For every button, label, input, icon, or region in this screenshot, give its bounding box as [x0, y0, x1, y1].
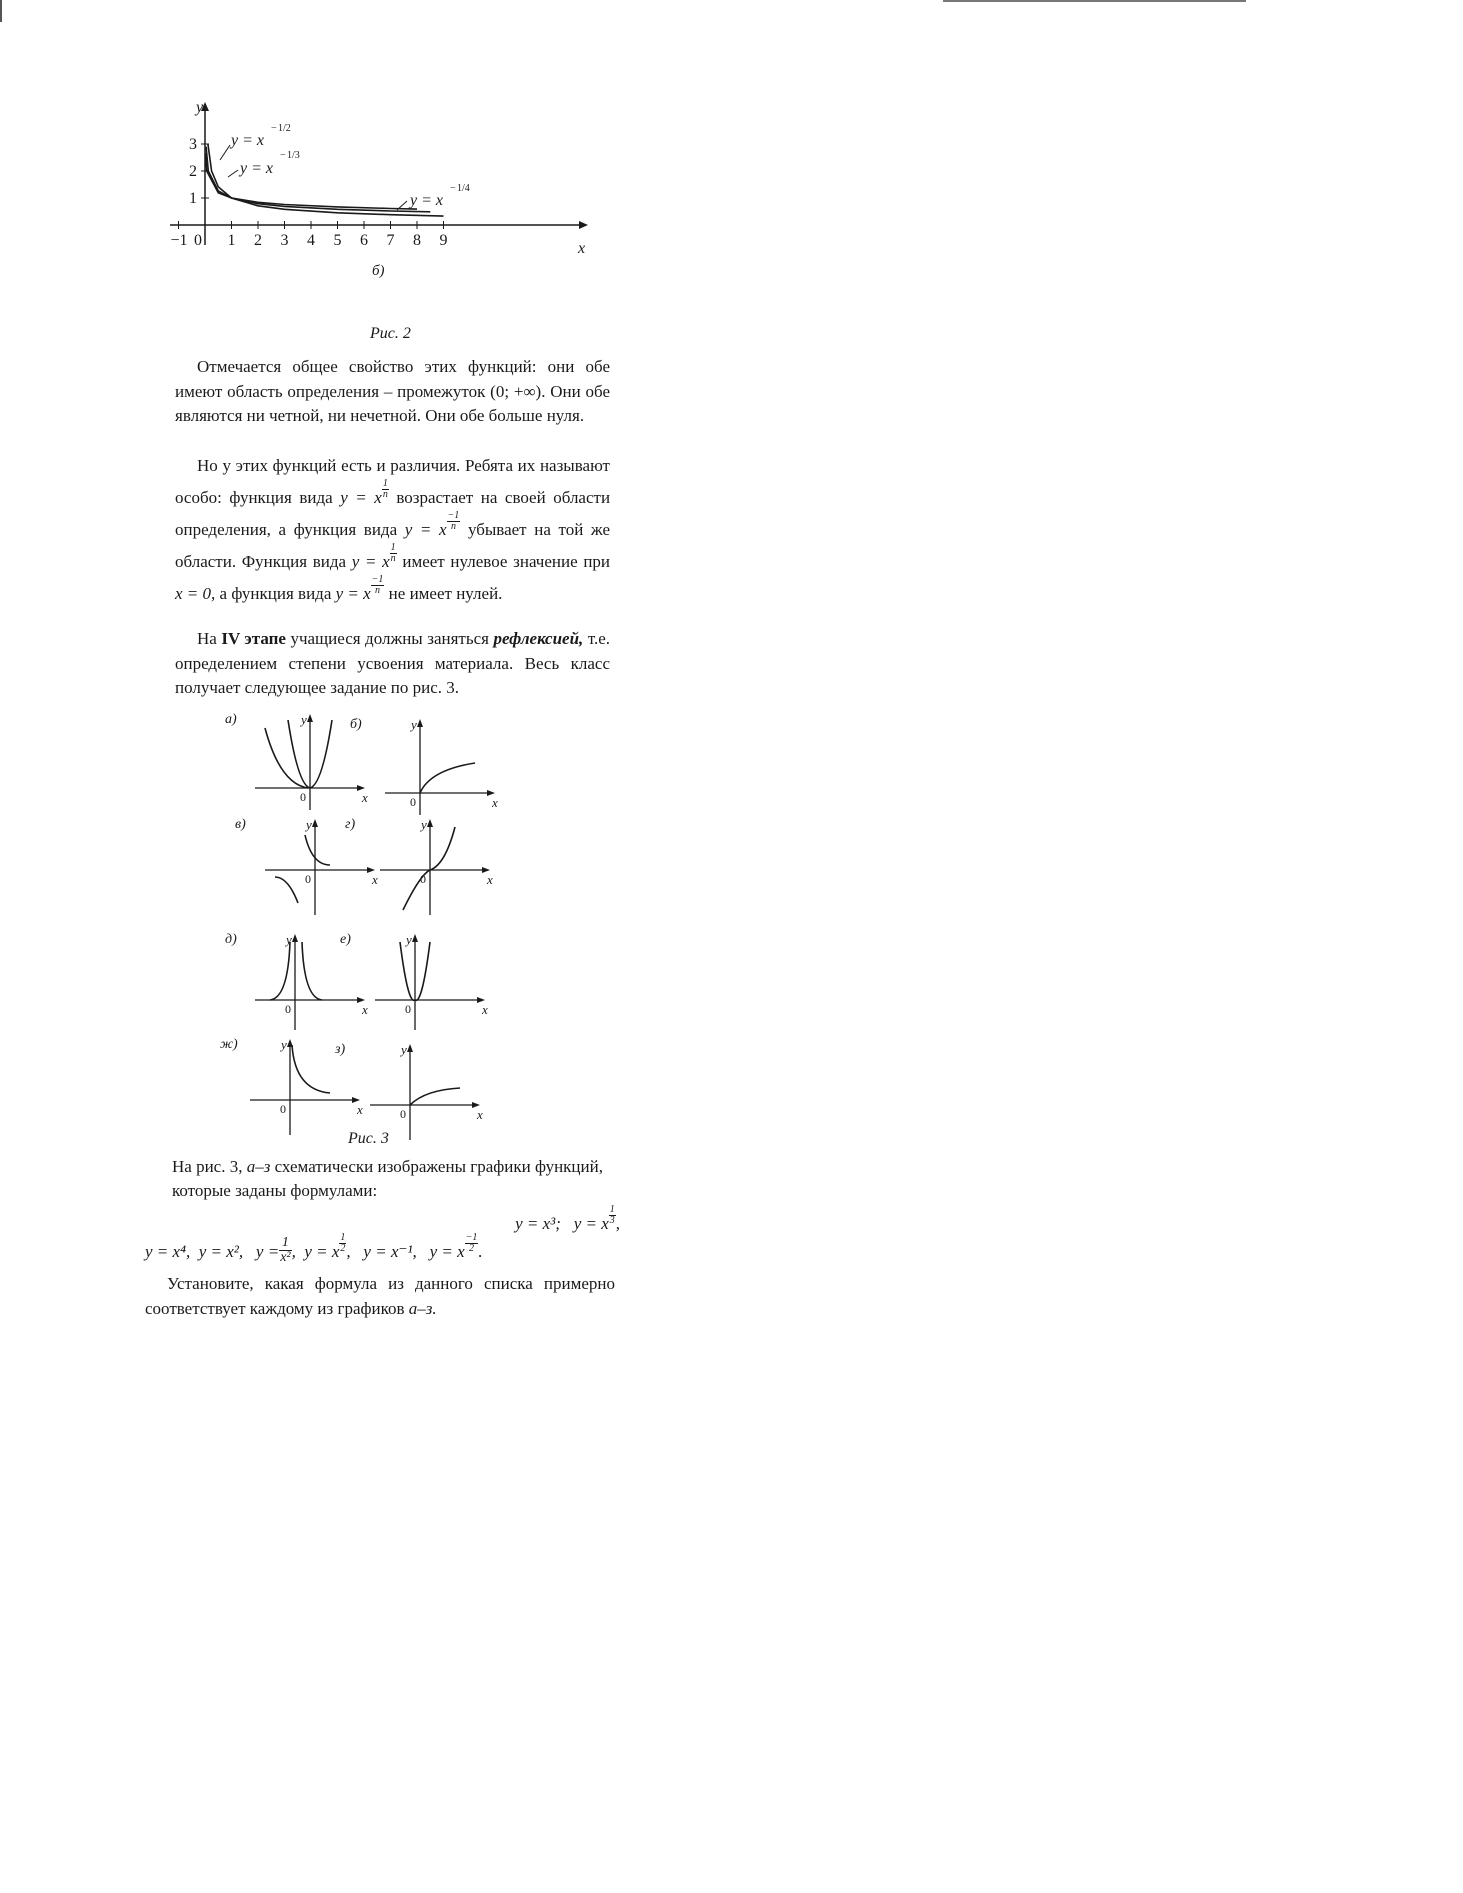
formula-line-1 — [380, 1205, 620, 1236]
panel-y-label: y — [401, 1042, 407, 1057]
text: убывает на той же области. Функция вида — [175, 520, 610, 571]
panel-origin-label: 0 — [420, 872, 426, 886]
figure-3-panel-label: б) — [350, 717, 362, 732]
formula-x-minus-1: y = x⁻¹, — [363, 1242, 417, 1261]
x-axis-arrow — [579, 221, 588, 229]
figure-2-sublabel: б) — [372, 263, 385, 279]
x-tick-label: 5 — [333, 232, 342, 249]
text: возрастает на своей области определения, а функция вида — [175, 488, 611, 539]
panel-y-label: y — [421, 817, 427, 832]
panel-origin-label: 0 — [280, 1102, 286, 1116]
range-a-z: а–з — [246, 1157, 271, 1176]
formula-x-equals-0: x = 0, — [175, 584, 216, 603]
panel-y-label: y — [411, 717, 417, 732]
panel-curve — [420, 763, 475, 793]
panel-y-label: y — [301, 712, 307, 727]
figure-3-panel-label: в) — [235, 817, 246, 832]
panel-curve — [410, 1088, 460, 1105]
series-label-x-minus-third — [228, 150, 300, 177]
figure-3-caption: Рис. 3 — [348, 1130, 389, 1147]
text: Установите, какая формула из данного списка примерно соответствует каждому из графиков — [145, 1274, 615, 1318]
figure-2-caption: Рис. 2 — [370, 325, 411, 342]
panel-origin-label: 0 — [300, 790, 306, 804]
formula-one-over-x-squared: y = $\frac{1}{\text{x²}}$ , — [255, 1235, 296, 1265]
panel-y-arrow — [312, 819, 318, 827]
y-tick-label: 2 — [189, 163, 197, 180]
panel-curve — [270, 942, 322, 1000]
figure-3-panel-label: е) — [340, 932, 351, 947]
figure-3-panel-2 — [380, 715, 510, 825]
panel-y-arrow — [407, 1044, 413, 1052]
figure-2-chart — [160, 95, 600, 285]
scan-edge-bar — [943, 0, 1246, 2]
figure-3-panel-6 — [370, 930, 500, 1040]
formula-x-power-1-over-n: y = x $\frac{1}{n}$ — [351, 542, 396, 571]
panel-origin-label: 0 — [410, 795, 416, 809]
formula-x-power-1-over-n: y = x $\frac{1}{n}$ — [340, 478, 388, 507]
y-tick-label: 3 — [189, 136, 197, 153]
panel-x-label: x — [487, 872, 493, 887]
figure-3-panel-3 — [260, 815, 390, 925]
x-tick-label: 9 — [439, 232, 448, 249]
minus-sign: − — [280, 150, 286, 161]
panel-x-label: x — [362, 790, 368, 805]
text: т.е. определением степени усвоения материала. Весь класс получает следующее задание по рис. 3. — [175, 629, 611, 697]
figure-3-panel-label: з) — [335, 1042, 346, 1057]
panel-curve — [265, 720, 332, 788]
range-a-z: а–з. — [408, 1298, 437, 1318]
formula-x-power-1-3: y = x $\frac{1}{3}$ , — [573, 1204, 620, 1233]
series-label-a: y = x — [231, 132, 264, 149]
paragraph-differences — [175, 452, 610, 607]
panel-y-label: y — [281, 1037, 287, 1052]
formula-line-2 — [145, 1233, 615, 1265]
panel-x-label: x — [492, 795, 498, 810]
stage-name: IV этапе — [221, 629, 286, 648]
text: учащиеся должны заняться — [290, 629, 489, 648]
formula-x-squared: y = x², — [198, 1242, 244, 1261]
panel-origin-label: 0 — [400, 1107, 406, 1121]
y-tick-label: 1 — [189, 190, 197, 207]
text: На рис. 3, — [172, 1157, 243, 1176]
series-x-minus-quarter — [206, 153, 418, 209]
x-tick-label: −1 — [170, 232, 188, 249]
x-axis-label: x — [578, 240, 586, 257]
panel-curve — [292, 1045, 330, 1093]
panel-y-label: y — [306, 817, 312, 832]
panel-y-arrow — [427, 819, 433, 827]
series-label-x-minus-quarter — [397, 183, 470, 210]
panel-x-label: x — [477, 1107, 483, 1122]
panel-origin-label: 0 — [405, 1002, 411, 1016]
formula-x-cubed: y = x³; — [515, 1214, 561, 1233]
series-label-b-exp: 1/3 — [287, 150, 300, 161]
formula-x-fourth: y = x⁴, — [145, 1242, 191, 1261]
figure-3-panel-4 — [375, 815, 505, 925]
text: Но у этих функций есть и различия. Ребята их называют особо: функция вида — [175, 456, 610, 507]
x-tick-label: 4 — [307, 232, 315, 249]
series-x-minus-third — [206, 147, 430, 212]
panel-y-arrow — [417, 719, 423, 727]
paragraph-common-properties — [175, 355, 610, 429]
panel-y-label: y — [406, 932, 412, 947]
term-reflection: рефлексией, — [493, 629, 584, 648]
series-label-c-exp: 1/4 — [457, 183, 470, 194]
paragraph-task-intro — [172, 1155, 612, 1203]
x-tick-label: 3 — [280, 232, 289, 249]
paragraph-text: Отмечается общее свойство этих функций: они обе имеют область определения – промежуток (0; +∞). Они обе являются ни четной, ни нечетной. Они обе больше нуля. — [175, 357, 610, 425]
chart-series — [206, 144, 444, 216]
x-tick-label: 8 — [413, 232, 421, 249]
paragraph-reflection-stage — [175, 627, 610, 701]
x-tick-label: 7 — [386, 232, 395, 249]
formula-x-power-minus-1-2: y = x $\frac{-1}{2}$ . — [429, 1232, 483, 1261]
text: На — [197, 629, 217, 648]
formula-x-power-minus-1-over-n: y = x $\frac{-1}{n}$ — [335, 574, 384, 603]
text: имеет нулевое значение при — [402, 552, 611, 571]
panel-curve — [275, 835, 330, 903]
series-x-minus-half — [208, 144, 444, 216]
series-label-c: y = x — [410, 192, 443, 209]
text: а функция вида — [219, 584, 332, 603]
scan-edge-mark — [0, 0, 2, 22]
x-tick-label: 0 — [194, 232, 202, 249]
y-axis-label: y — [196, 99, 204, 116]
panel-y-arrow — [292, 934, 298, 942]
panel-x-label: x — [372, 872, 378, 887]
x-tick-label: 2 — [254, 232, 262, 249]
figure-3-panel-5 — [250, 930, 380, 1040]
formula-x-power-minus-1-over-n: y = x $\frac{-1}{n}$ — [404, 510, 460, 539]
text: не имеет нулей. — [388, 584, 503, 603]
figure-3-panel-7 — [245, 1035, 375, 1145]
minus-sign: − — [271, 123, 277, 134]
text: схематически изображены графики функций, которые заданы формулами: — [172, 1157, 603, 1200]
paragraph-task-question — [145, 1272, 615, 1321]
chart-ticks — [171, 136, 448, 249]
panel-origin-label: 0 — [285, 1002, 291, 1016]
series-label-a-exp: 1/2 — [278, 123, 291, 134]
panel-x-label: x — [482, 1002, 488, 1017]
figure-3-panel-label: г) — [345, 817, 356, 832]
panel-x-label: x — [357, 1102, 363, 1117]
figure-3-panel-label: а) — [225, 712, 237, 727]
x-tick-label: 1 — [227, 232, 236, 249]
figure-3-panel-label: д) — [225, 932, 237, 947]
formula-x-power-1-2: y = x $\frac{1}{2}$ , — [304, 1232, 351, 1261]
panel-y-label: y — [286, 932, 292, 947]
x-tick-label: 6 — [360, 232, 368, 249]
panel-y-arrow — [307, 714, 313, 722]
panel-y-arrow — [412, 934, 418, 942]
minus-sign: − — [450, 183, 456, 194]
figure-3-panel-label: ж) — [220, 1037, 238, 1052]
panel-curve — [403, 827, 455, 910]
panel-origin-label: 0 — [305, 872, 311, 886]
panel-x-label: x — [362, 1002, 368, 1017]
series-label-b: y = x — [240, 160, 273, 177]
